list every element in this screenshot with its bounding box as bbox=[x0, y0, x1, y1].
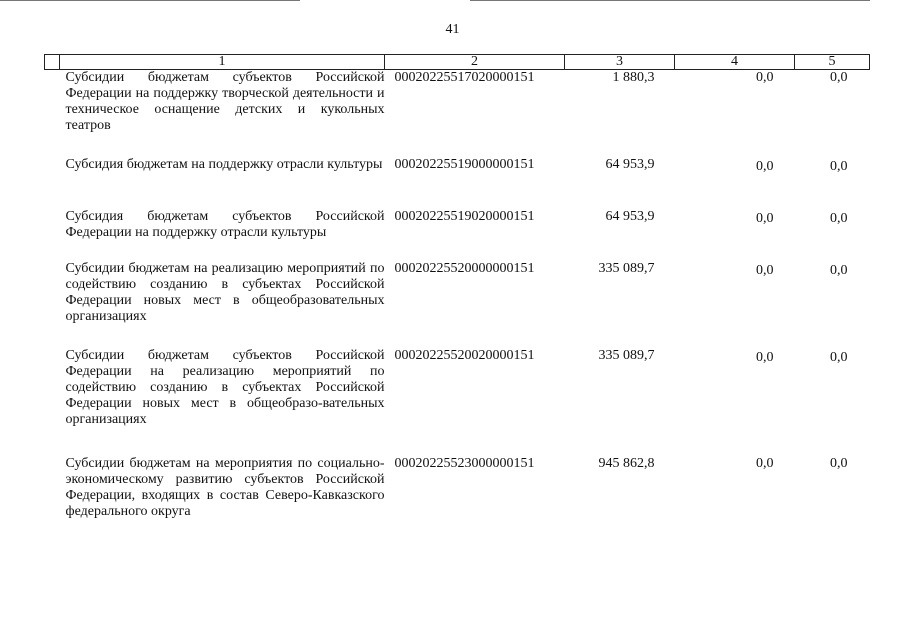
row-name: Субсидии бюджетам субъектов Российской Федерации на поддержку творческой деятельности и техническое оснащение детских и кукольных театров bbox=[65, 70, 385, 133]
row-code: 00020225519000000151 bbox=[394, 156, 535, 172]
row-value-col5: 0,0 bbox=[830, 262, 848, 278]
header-col-3: 3 bbox=[565, 55, 675, 70]
row-name: Субсидии бюджетам на мероприятия по социально-экономическому развитию субъектов Российской Федерации, входящих в состав Северо-Кавказского федерального округа bbox=[65, 455, 385, 519]
table-row bbox=[45, 209, 870, 261]
row-value-col3: 945 862,8 bbox=[598, 455, 655, 471]
row-code: 00020225520000000151 bbox=[394, 260, 535, 276]
row-value-col5: 0,0 bbox=[830, 349, 848, 365]
row-value-col5: 0,0 bbox=[830, 70, 848, 85]
table-row bbox=[45, 261, 870, 348]
table-row bbox=[45, 157, 870, 209]
row-value-col3: 335 089,7 bbox=[598, 347, 655, 363]
top-scan-edge-line bbox=[0, 0, 300, 1]
row-value-col4: 0,0 bbox=[756, 70, 774, 85]
header-col-1: 1 bbox=[60, 55, 385, 70]
table-row bbox=[45, 456, 870, 546]
row-value-col4: 0,0 bbox=[756, 210, 774, 226]
row-code: 00020225523000000151 bbox=[394, 455, 535, 471]
row-name: Субсидии бюджетам субъектов Российской Федерации на реализацию мероприятий по содействию созданию в субъектах Российской Федерации новых мест в общеобразо-вательных организациях bbox=[65, 347, 385, 427]
row-code: 00020225519020000151 bbox=[394, 208, 535, 224]
row-code: 00020225520020000151 bbox=[394, 347, 535, 363]
row-value-col4: 0,0 bbox=[756, 158, 774, 174]
header-col-5: 5 bbox=[795, 55, 870, 70]
row-value-col3: 335 089,7 bbox=[598, 260, 655, 276]
page-number: 41 bbox=[445, 22, 460, 37]
table-body bbox=[45, 70, 870, 546]
row-value-col4: 0,0 bbox=[756, 455, 774, 471]
header-col-4: 4 bbox=[675, 55, 795, 70]
header-row bbox=[45, 55, 870, 70]
table-header bbox=[45, 55, 870, 70]
top-scan-edge-line bbox=[470, 0, 870, 1]
budget-table bbox=[44, 54, 870, 546]
row-name: Субсидия бюджетам субъектов Российской Федерации на поддержку отрасли культуры bbox=[65, 208, 385, 240]
row-value-col3: 64 953,9 bbox=[605, 156, 655, 172]
row-value-col5: 0,0 bbox=[830, 455, 848, 471]
row-value-col3: 64 953,9 bbox=[605, 208, 655, 224]
row-name: Субсидия бюджетам на поддержку отрасли культуры bbox=[65, 156, 383, 172]
row-value-col3: 1 880,3 bbox=[612, 70, 655, 85]
row-value-col5: 0,0 bbox=[830, 158, 848, 174]
row-name: Субсидии бюджетам на реализацию мероприятий по содействию созданию в субъектах Российской Федерации новых мест в общеобразовательных организациях bbox=[65, 260, 385, 324]
header-stub-cell bbox=[45, 55, 60, 70]
row-value-col4: 0,0 bbox=[756, 349, 774, 365]
table-row bbox=[45, 348, 870, 456]
row-value-col5: 0,0 bbox=[830, 210, 848, 226]
table-row bbox=[45, 70, 870, 157]
header-col-2: 2 bbox=[385, 55, 565, 70]
row-code: 00020225517020000151 bbox=[394, 70, 535, 85]
row-value-col4: 0,0 bbox=[756, 262, 774, 278]
